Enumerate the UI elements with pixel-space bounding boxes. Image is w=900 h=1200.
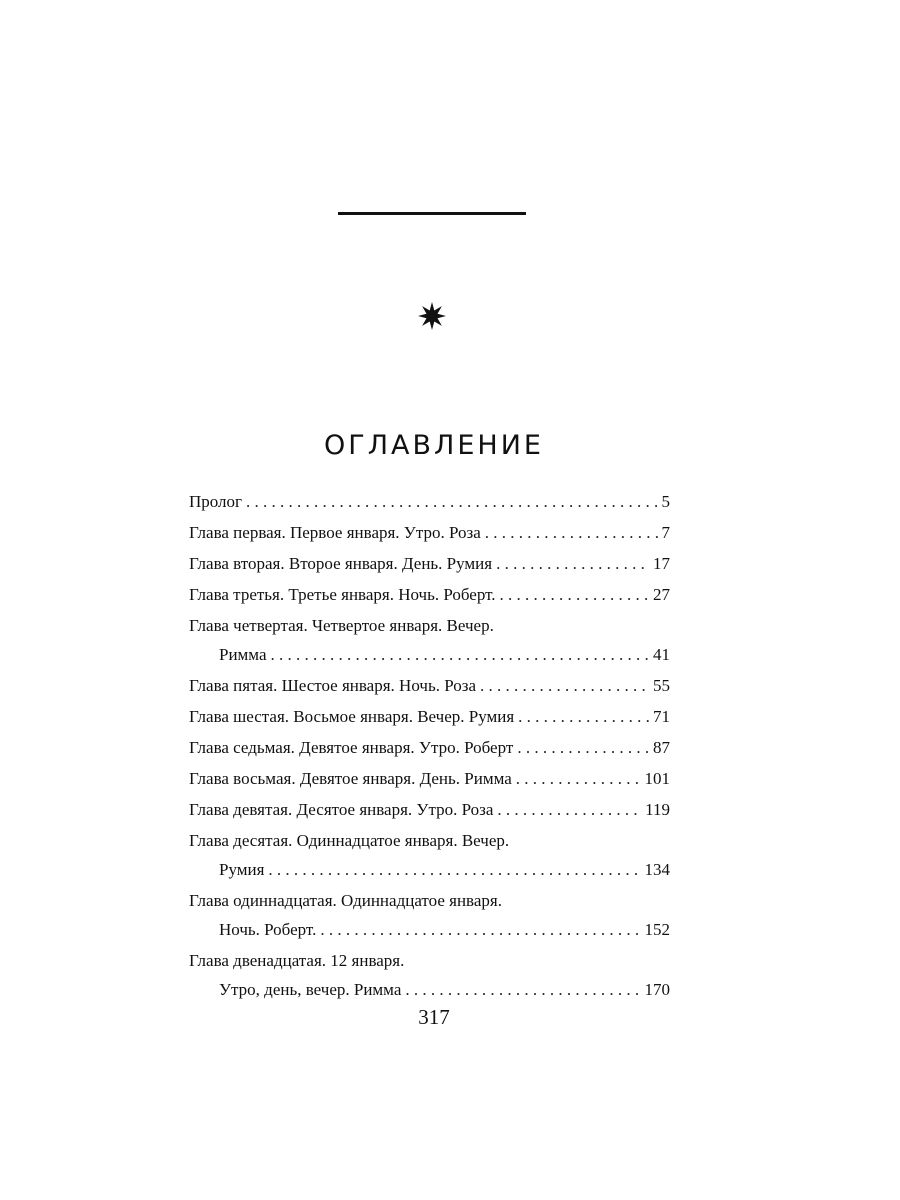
leader-dots xyxy=(496,548,649,579)
toc-entry-title: Глава шестая. Восьмое января. Вечер. Румия xyxy=(189,707,515,726)
toc-entry-title: Глава первая. Первое января. Утро. Роза xyxy=(189,523,481,542)
leader-dots xyxy=(268,854,640,885)
page-number: 317 xyxy=(418,1005,450,1029)
toc-entry-chapter-1[interactable] xyxy=(189,517,670,548)
toc-entry-title: Глава пятая. Шестое января. Ночь. Роза xyxy=(189,676,476,695)
toc-entry-page: 41 xyxy=(653,645,670,664)
toc-entry-title: Глава четвертая. Четвертое января. Вечер. xyxy=(189,616,494,635)
toc-entry-chapter-5[interactable] xyxy=(189,670,670,701)
toc-entry-prologue[interactable] xyxy=(189,486,670,517)
toc-entry-chapter-6[interactable] xyxy=(189,701,670,732)
toc-entry-title: Глава седьмая. Девятое января. Утро. Роберт xyxy=(189,738,514,757)
toc-entry-title-continued: Ночь. Роберт. xyxy=(219,920,317,939)
toc-entry-title-continued: Утро, день, вечер. Римма xyxy=(219,980,402,999)
toc-entry-page: 7 xyxy=(661,523,670,542)
toc-entry-title: Глава восьмая. Девятое января. День. Римма xyxy=(189,769,512,788)
toc-entry-page: 152 xyxy=(644,920,670,939)
toc-entry-chapter-11[interactable] xyxy=(189,887,670,945)
toc-entry-page: 134 xyxy=(644,860,670,879)
toc-heading: ОГЛАВЛЕНИЕ xyxy=(324,430,544,461)
toc-entry-title-continued: Римма xyxy=(219,645,267,664)
toc-entry-title: Глава вторая. Второе января. День. Румия xyxy=(189,554,493,573)
leader-dots xyxy=(497,794,641,825)
toc-entry-page: 27 xyxy=(653,585,670,604)
toc-entry-page: 170 xyxy=(644,980,670,999)
toc-entry-title: Глава двенадцатая. 12 января. xyxy=(189,951,405,970)
toc-entry-chapter-4[interactable] xyxy=(189,612,670,670)
toc-entry-page: 119 xyxy=(645,800,670,819)
leader-dots xyxy=(516,763,641,794)
toc-entry-chapter-12[interactable] xyxy=(189,947,670,1005)
leader-dots xyxy=(320,914,640,945)
leader-dots xyxy=(500,579,649,610)
toc-entry-chapter-3[interactable] xyxy=(189,579,670,610)
toc-entry-page: 87 xyxy=(653,738,670,757)
toc-entry-page: 101 xyxy=(644,769,670,788)
toc-entry-chapter-9[interactable] xyxy=(189,794,670,825)
leader-dots xyxy=(485,517,658,548)
toc-entry-title: Пролог xyxy=(189,492,243,511)
leader-dots xyxy=(480,670,649,701)
toc-entry-chapter-2[interactable] xyxy=(189,548,670,579)
leader-dots xyxy=(246,486,657,517)
toc-entry-page: 71 xyxy=(653,707,670,726)
leader-dots xyxy=(271,639,650,670)
leader-dots xyxy=(518,701,649,732)
toc-entry-chapter-7[interactable] xyxy=(189,732,670,763)
toc-entry-chapter-10[interactable] xyxy=(189,827,670,885)
toc-entry-page: 55 xyxy=(653,676,670,695)
toc-entry-title: Глава десятая. Одиннадцатое января. Вечер. xyxy=(189,831,510,850)
table-of-contents xyxy=(189,486,670,1005)
leader-dots xyxy=(517,732,649,763)
toc-entry-page: 5 xyxy=(661,492,670,511)
top-rule xyxy=(338,212,526,215)
star-ornament-icon xyxy=(418,302,446,330)
toc-entry-chapter-8[interactable] xyxy=(189,763,670,794)
toc-entry-title: Глава одиннадцатая. Одиннадцатое января. xyxy=(189,891,502,910)
toc-entry-title-continued: Румия xyxy=(219,860,265,879)
toc-entry-title: Глава третья. Третье января. Ночь. Роберт. xyxy=(189,585,496,604)
leader-dots xyxy=(405,974,640,1005)
toc-entry-title: Глава девятая. Десятое января. Утро. Роза xyxy=(189,800,494,819)
toc-entry-page: 17 xyxy=(653,554,670,573)
